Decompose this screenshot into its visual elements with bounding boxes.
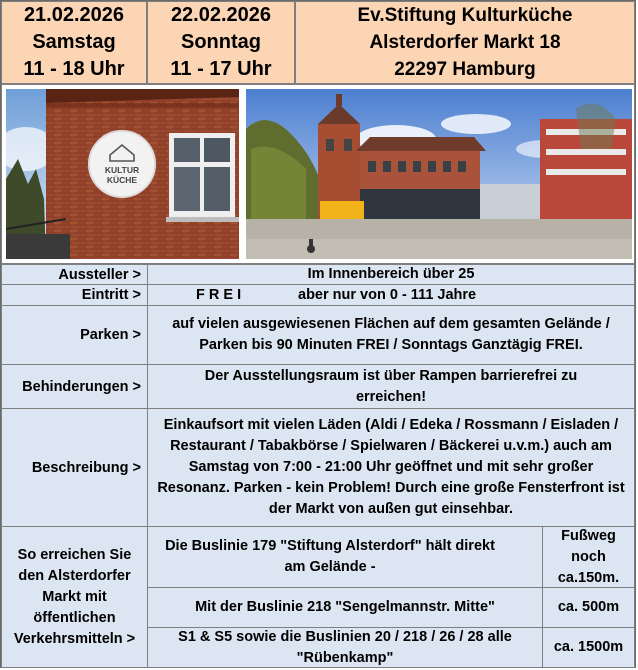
row-beschreibung-label: Beschreibung > (1, 408, 148, 527)
anreise-route-2: Mit der Buslinie 218 "Sengelmannstr. Mitte" (147, 587, 543, 628)
anreise-distance-1: Fußweg noch ca.150m. (542, 526, 635, 588)
anreise-route-1: Die Buslinie 179 "Stiftung Alsterdorf" hält direkt am Gelände - (147, 526, 543, 588)
date-saturday-date: 21.02.2026 (23, 4, 125, 26)
venue-city: 22297 Hamburg (394, 59, 536, 80)
venue-address (295, 1, 635, 84)
date-saturday-day: Samstag (32, 31, 116, 53)
anreise-route-3: S1 & S5 sowie die Buslinien 20 / 218 / 26 / 28 alle "Rübenkamp" (147, 627, 543, 668)
date-saturday (1, 1, 147, 84)
date-sunday-day: Sonntag (181, 31, 261, 53)
row-eintritt-value (147, 284, 635, 306)
row-beschreibung-value: Einkaufsort mit vielen Läden (Aldi / Edeka / Rossmann / Eisladen / Restaurant / Tabakbörse / Spielwaren / Bäckerei u.v.m.) auch am Samstag von 7:00 - 21:00 Uhr geöffnet und mit sehr großer Resonanz. Parken - kein Problem! Durch eine große Fensterfront ist der Markt von außen gut einsehbar. (147, 408, 635, 527)
row-aussteller-label: Aussteller > (1, 264, 148, 285)
anreise-distance-3: ca. 1500m (542, 627, 635, 668)
date-sunday (147, 1, 295, 84)
sign-text-line1: KULTUR (104, 165, 140, 175)
row-aussteller-value: Im Innenbereich über 25 (147, 264, 635, 285)
venue-name: Ev.Stiftung Kulturküche (357, 5, 573, 26)
date-sunday-date: 22.02.2026 (170, 4, 272, 26)
date-saturday-hours: 11 - 18 Uhr (23, 58, 125, 80)
eintritt-frei: F R E I (196, 287, 242, 303)
venue-street: Alsterdorfer Markt 18 (369, 32, 561, 53)
row-parken-label: Parken > (1, 305, 148, 365)
anreise-distance-2: ca. 500m (542, 587, 635, 628)
row-anreise-label: So erreichen Sie den Alsterdorfer Markt mit öffentlichen Verkehrsmitteln > (1, 526, 148, 668)
row-behinderungen-label: Behinderungen > (1, 364, 148, 409)
photo-alsterdorfer-markt (246, 89, 632, 259)
photo-kulturkueche-sign (6, 89, 239, 259)
date-sunday-hours: 11 - 17 Uhr (170, 58, 272, 80)
row-behinderungen-value: Der Ausstellungsraum ist über Rampen barrierefrei zu erreichen! (147, 364, 635, 409)
row-parken-value: auf vielen ausgewiesenen Flächen auf dem gesamten Gelände / Parken bis 90 Minuten FREI / Sonntags Ganztägig FREI. (147, 305, 635, 365)
sign-text-line2: KÜCHE (106, 175, 138, 185)
row-eintritt-label: Eintritt > (1, 284, 148, 306)
eintritt-altersangabe: aber nur von 0 - 111 Jahre (298, 287, 477, 303)
